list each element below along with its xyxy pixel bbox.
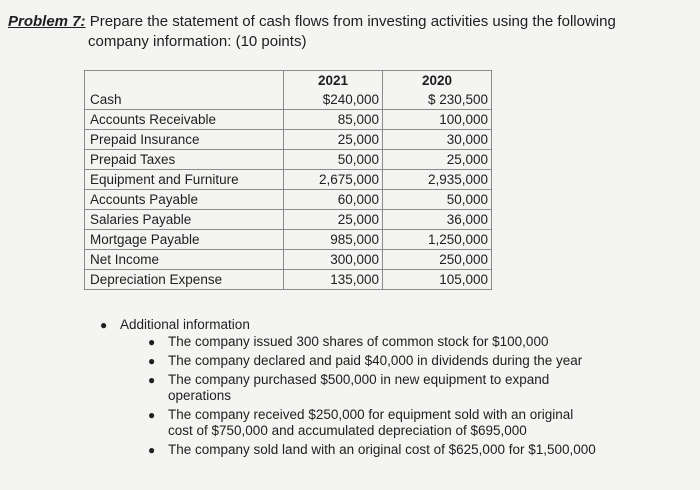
problem-label: Problem 7:	[8, 13, 86, 30]
list-item	[148, 442, 690, 458]
value-2020: 25,000	[383, 150, 492, 170]
value-2020: 30,000	[383, 130, 492, 150]
table-row	[85, 130, 492, 150]
table-row	[85, 210, 492, 230]
value-2021: $240,000	[284, 90, 383, 110]
value-2020: 50,000	[383, 190, 492, 210]
table-row	[85, 270, 492, 290]
value-2020: 1,250,000	[383, 230, 492, 250]
value-2021: 300,000	[284, 250, 383, 270]
list-item-text: The company issued 300 shares of common stock for $100,000	[168, 334, 549, 349]
list-item	[148, 372, 690, 404]
table-row	[85, 150, 492, 170]
header-blank	[85, 71, 284, 91]
value-2020: $ 230,500	[383, 90, 492, 110]
account-name: Cash	[85, 90, 284, 110]
account-name: Salaries Payable	[85, 210, 284, 230]
value-2020: 2,935,000	[383, 170, 492, 190]
list-item-text: The company sold land with an original cost of $625,000 for $1,500,000	[168, 442, 596, 457]
table-row	[85, 250, 492, 270]
list-item-text: The company received $250,000 for equipment sold with an original cost of $750,000 and accumulated depreciation of $695,000	[168, 407, 574, 438]
value-2020: 100,000	[383, 110, 492, 130]
list-item-text: The company declared and paid $40,000 in dividends during the year	[168, 353, 583, 368]
additional-heading	[100, 316, 690, 334]
value-2021: 60,000	[284, 190, 383, 210]
table-row	[85, 170, 492, 190]
value-2021: 85,000	[284, 110, 383, 130]
list-item	[148, 407, 690, 439]
header-2020: 2020	[383, 71, 492, 91]
bullet-icon: ●	[148, 354, 156, 368]
account-name: Depreciation Expense	[85, 270, 284, 290]
problem-text: Prepare the statement of cash flows from investing activities using the following	[89, 13, 616, 30]
account-name: Accounts Payable	[85, 190, 284, 210]
bullet-icon: ●	[148, 335, 156, 349]
account-name: Equipment and Furniture	[85, 170, 284, 190]
value-2020: 250,000	[383, 250, 492, 270]
table-header-row	[85, 71, 492, 91]
value-2020: 105,000	[383, 270, 492, 290]
bullet-icon: ●	[148, 443, 156, 457]
value-2020: 36,000	[383, 210, 492, 230]
value-2021: 2,675,000	[284, 170, 383, 190]
table-row	[85, 190, 492, 210]
value-2021: 50,000	[284, 150, 383, 170]
bullet-icon: ●	[100, 318, 108, 332]
account-name: Prepaid Insurance	[85, 130, 284, 150]
account-name: Net Income	[85, 250, 284, 270]
value-2021: 25,000	[284, 130, 383, 150]
header-2021: 2021	[284, 71, 383, 91]
additional-list	[100, 334, 690, 458]
problem-text-line2: company information: (10 points)	[88, 33, 307, 50]
table-row	[85, 230, 492, 250]
table-row	[85, 90, 492, 110]
problem-statement	[8, 12, 688, 52]
account-name: Prepaid Taxes	[85, 150, 284, 170]
bullet-icon: ●	[148, 408, 156, 422]
bullet-icon: ●	[148, 373, 156, 387]
additional-information	[100, 316, 690, 461]
value-2021: 135,000	[284, 270, 383, 290]
balance-table	[84, 70, 492, 290]
account-name: Mortgage Payable	[85, 230, 284, 250]
value-2021: 985,000	[284, 230, 383, 250]
additional-title: Additional information	[120, 317, 250, 332]
list-item	[148, 353, 690, 369]
list-item	[148, 334, 690, 350]
value-2021: 25,000	[284, 210, 383, 230]
account-name: Accounts Receivable	[85, 110, 284, 130]
table-row	[85, 110, 492, 130]
list-item-text: The company purchased $500,000 in new equipment to expand operations	[168, 372, 550, 403]
